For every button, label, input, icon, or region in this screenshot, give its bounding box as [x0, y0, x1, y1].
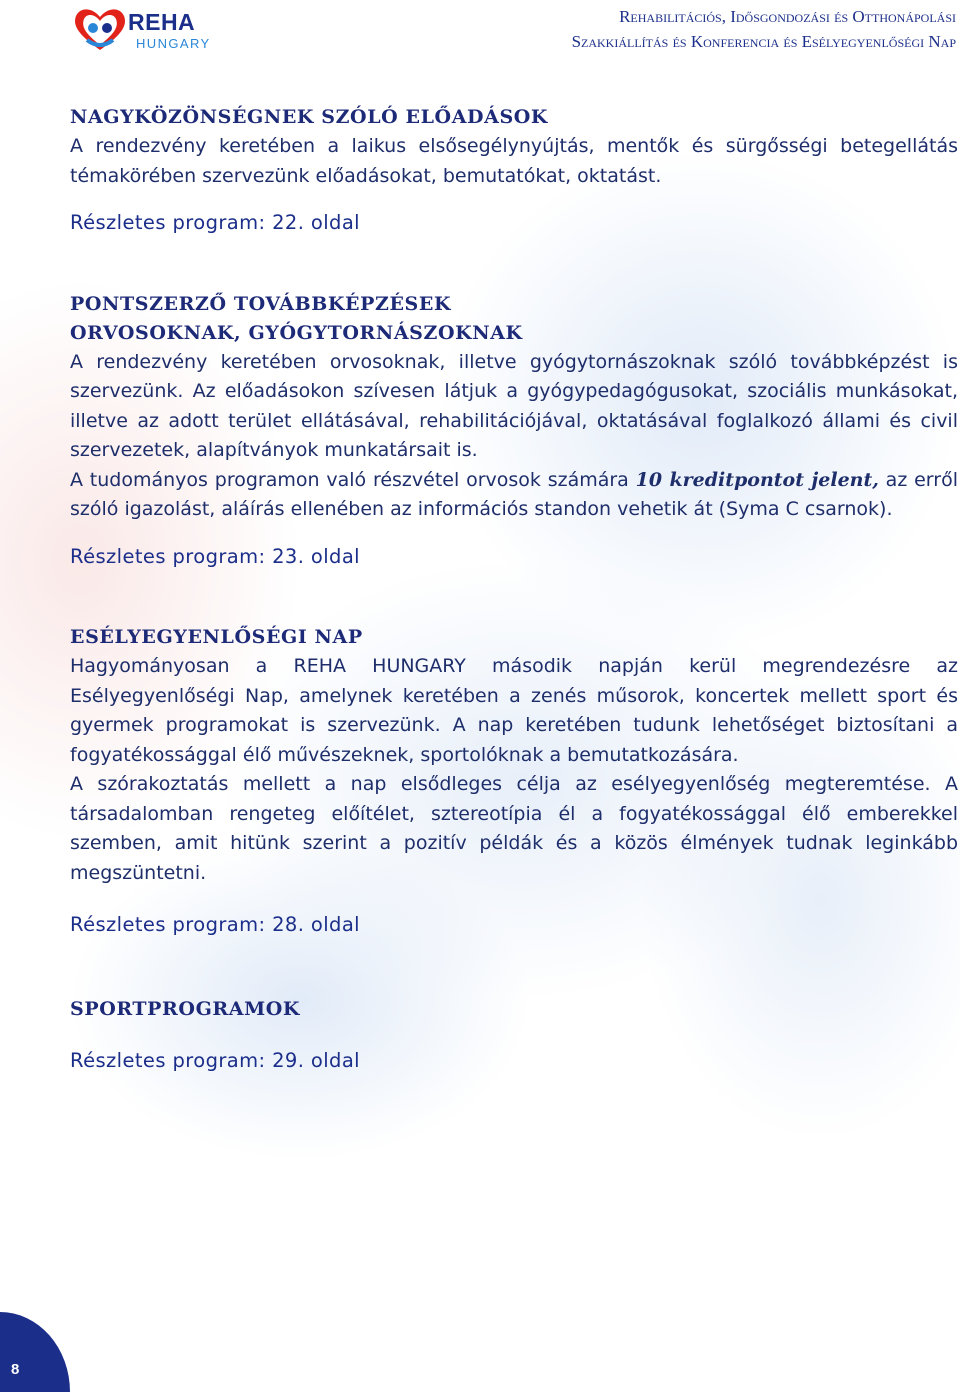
program-reference: Részletes program: 29. oldal: [70, 1048, 360, 1072]
logo-text-reha: REHA: [128, 9, 196, 35]
event-title: [572, 4, 956, 54]
section-heading: ESÉLYEGYENLŐSÉGI NAP: [70, 626, 363, 648]
section-sport-programs: [70, 995, 958, 1076]
credits-highlight: 10 kreditpontot jelent,: [635, 468, 879, 491]
logo-text-hungary: HUNGARY: [136, 36, 211, 51]
section-equal-opportunity-day: [70, 623, 958, 940]
section-training: [70, 290, 958, 572]
main-content: [70, 103, 958, 1075]
page-number-badge: [0, 1312, 70, 1392]
section-heading: NAGYKÖZÖNSÉGNEK SZÓLÓ ELŐADÁSOK: [70, 106, 549, 128]
credits-text-pre: A tudományos programon való részvétel orvosok számára: [70, 468, 636, 491]
program-reference: Részletes program: 22. oldal: [70, 211, 360, 234]
hearts-logo-icon: [70, 3, 130, 55]
section-body: A szórakoztatás mellett a nap elsődleges célja az esélyegyenlőség megteremtése. A társadalomban rengeteg előítélet, sztereotípia él a fogyatékossággal élő emberekkel szemben, amit hitünk szerint a pozitív példák és a közös élmények tudnak leginkább megszüntetni.: [70, 773, 958, 884]
page-number: 8: [11, 1361, 20, 1378]
program-reference: Részletes program: 28. oldal: [70, 913, 360, 936]
reha-hungary-logo: [70, 3, 250, 55]
section-body-credits: [70, 466, 958, 525]
page-header: [0, 0, 960, 70]
event-title-line-2: Szakkiállítás és Konferencia és Esélyegyenlőségi Nap: [571, 32, 956, 51]
section-heading-line-2: ORVOSOKNAK, GYÓGYTORNÁSZOKNAK: [70, 321, 523, 344]
section-heading: SPORTPROGRAMOK: [70, 997, 301, 1020]
section-body: Hagyományosan a REHA HUNGARY második napján kerül megrendezésre az Esélyegyenlőségi Nap, amelynek keretében a zenés műsorok, koncertek mellett sport és gyermek programokat is szervezünk. A nap keretében tudunk lehetőséget biztosítani a fogyatékossággal élő művészeknek, sportolóknak a bemutatkozására.: [70, 655, 958, 766]
credits-text-post: az erről szóló igazolást, aláírás ellenében az információs standon vehetik át (Syma C csarnok).: [70, 468, 958, 520]
section-public-lectures: [70, 103, 958, 238]
section-body: A rendezvény keretében orvosoknak, illetve gyógytornászoknak szóló továbbképzést is szervezünk. Az előadásokon szívesen látjuk a gyógypedagógusokat, szociális munkásokat, illetve az adott terület ellátásával, rehabilitációjával, oktatásával foglalkozó állami és civil szervezetek, alapítványok munkatársait is.: [70, 350, 958, 461]
program-reference: Részletes program: 23. oldal: [70, 544, 360, 568]
event-title-line-1: Rehabilitációs, Idősgondozási és Otthonápolási: [619, 7, 956, 26]
section-body: A rendezvény keretében a laikus elsősegélynyújtás, mentők és sürgősségi betegellátás témakörében szervezünk előadásokat, bemutatókat, oktatást.: [70, 135, 958, 187]
section-heading-line-1: PONTSZERZŐ TOVÁBBKÉPZÉSEK: [70, 292, 452, 315]
